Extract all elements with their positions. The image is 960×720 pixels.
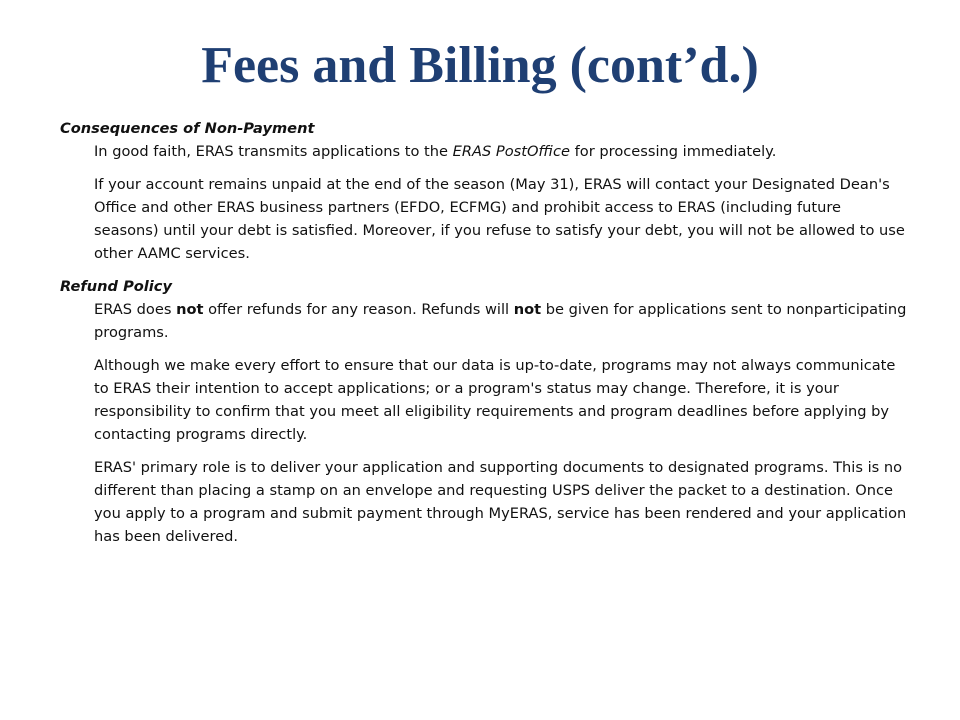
text-run: be given for applications sent to nonparticipating programs. — [94, 301, 907, 341]
emphasized-text: ERAS PostOffice — [452, 143, 571, 160]
paragraph: ERAS' primary role is to deliver your application and supporting documents to designated programs. This is no different than placing a stamp on an envelope and requesting USPS deliver the packet to a destination. Once you apply to a program and submit payment through MyERAS, service has been rendered and your application has been delivered. — [94, 459, 907, 545]
paragraph — [94, 140, 910, 163]
section-heading: Refund Policy — [60, 278, 172, 295]
section-refund-policy — [60, 275, 910, 548]
slide-title: Fees and Billing (cont’d.) — [201, 37, 759, 94]
paragraph: Although we make every effort to ensure that our data is up-to-date, programs may not always communicate to ERAS their intention to accept applications; or a program's status may change. Therefore, it is your responsibility to confirm that you meet all eligibility requirements and program deadlines before applying by contacting programs directly. — [94, 357, 896, 443]
section-non-payment — [60, 117, 910, 265]
text-run: ERAS does — [94, 301, 177, 318]
slide-body — [60, 117, 910, 558]
text-run: In good faith, ERAS transmits applications to the — [94, 143, 453, 160]
bold-text: not — [513, 301, 542, 318]
text-run: for processing immediately. — [570, 143, 777, 160]
bold-text: not — [176, 301, 204, 318]
paragraph — [94, 298, 910, 344]
section-heading: Consequences of Non-Payment — [60, 120, 315, 137]
paragraph: If your account remains unpaid at the end of the season (May 31), ERAS will contact your Designated Dean's Office and other ERAS business partners (EFDO, ECFMG) and prohibit access to ERAS (including future seasons) until your debt is satisfied. Moreover, if you refuse to satisfy your debt, you will not be allowed to use other AAMC services. — [94, 176, 905, 262]
text-run: offer refunds for any reason. Refunds will — [203, 301, 514, 318]
